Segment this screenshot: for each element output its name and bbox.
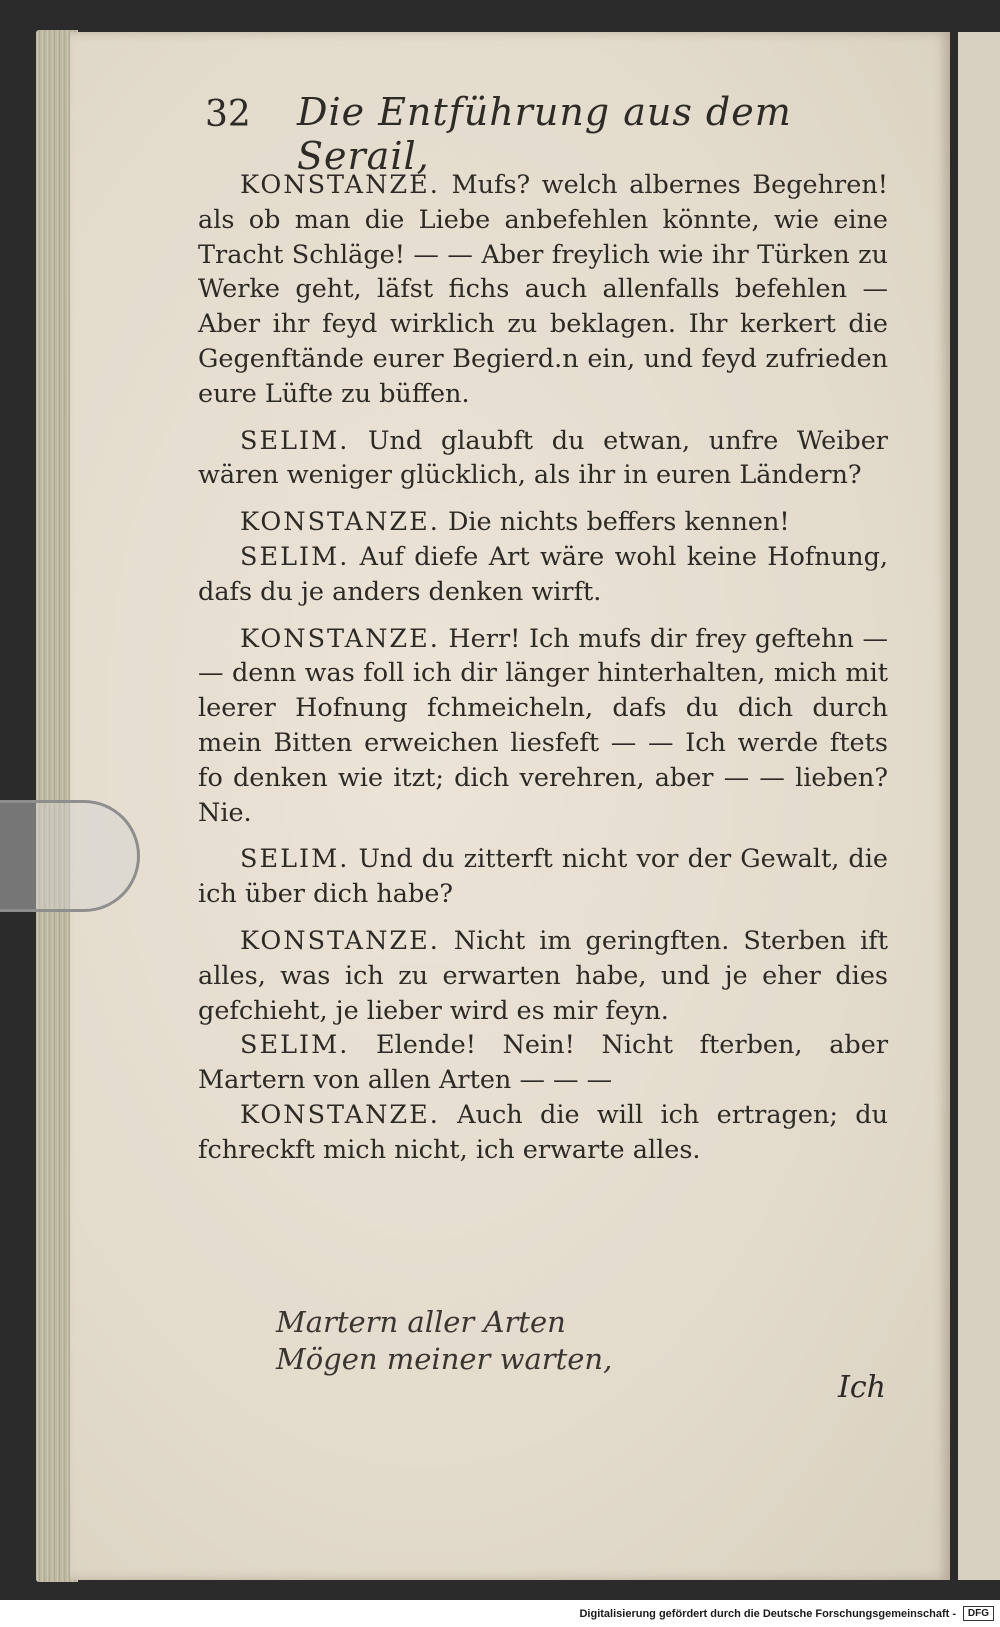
funding-credit: Digitalisierung gefördert durch die Deutsche Forschungsgemeinschaft - <box>579 1608 956 1620</box>
paragraph <box>198 1028 888 1098</box>
speech-text: Die nichts beffers kennen! <box>447 507 790 538</box>
speech-text: Herr! Ich mufs dir frey geftehn — — denn was foll ich dir länger hinterhalten, mich mit leerer Hofnung fchmeicheln, dafs du dich durch mein Bitten erweichen liesfeft — — Ich werde ftets fo denken wie itzt; dich verehren, aber — — lieben? Nie. <box>198 623 889 828</box>
speaker-name: SELIM. <box>240 844 350 875</box>
speaker-name: KONSTANZE. <box>240 925 440 956</box>
speech-text: Auf diefe Art wäre wohl keine Hofnung, dafs du je anders denken wirft. <box>198 541 889 607</box>
paragraph <box>198 424 888 494</box>
page-clip <box>0 800 140 912</box>
paragraph <box>198 540 888 610</box>
running-head <box>205 86 905 178</box>
facing-page-strip <box>958 32 1000 1580</box>
speech-text: Und glaubft du etwan, unfre Weiber wären weniger glücklich, als ihr in euren Ländern? <box>198 425 889 491</box>
speech-text: Und du zitterft nicht vor der Gewalt, die ich über dich habe? <box>198 844 888 910</box>
speaker-name: KONSTANZE. <box>240 1099 440 1130</box>
footer-bar <box>0 1600 1000 1627</box>
dfg-logo: DFG <box>963 1606 994 1621</box>
speech-text: Auch die will ich ertragen; du fchreckft mich nicht, ich erwarte alles. <box>198 1099 889 1165</box>
page-body <box>198 168 888 1168</box>
verse-line: Mögen meiner warten, <box>276 1342 613 1376</box>
speaker-name: KONSTANZE. <box>240 623 440 654</box>
paragraph <box>198 168 888 412</box>
paragraph <box>198 505 888 540</box>
speaker-name: SELIM. <box>240 541 350 572</box>
running-title: Die Entführung aus dem Serail, <box>297 90 792 178</box>
speech-text: Nicht im geringften. Sterben ift alles, was ich zu erwarten habe, und je eher dies gefchieht, je lieber wird es mir feyn. <box>198 925 888 1026</box>
verse-line: Martern aller Arten <box>276 1305 566 1339</box>
speaker-name: KONSTANZE. <box>240 507 440 538</box>
speaker-name: SELIM. <box>240 1030 350 1061</box>
speech-text: Mufs? welch albernes Begehren! als ob man die Liebe anbefehlen könnte, wie eine Tracht Schläge! — — Aber freylich wie ihr Türken zu Werke geht, läfst fichs auch allenfalls befehlen — Aber ihr feyd wirklich zu beklagen. Ihr kerkert die Gegenftände eurer Begierd.n ein, und feyd zufrieden eure Lüfte zu büffen. <box>198 170 888 409</box>
paragraph <box>198 842 888 912</box>
paragraph <box>198 1098 888 1168</box>
speaker-name: SELIM. <box>240 425 350 456</box>
speaker-name: KONSTANZE. <box>240 170 440 200</box>
page-number: 32 <box>205 94 251 135</box>
verse-block <box>276 1304 612 1378</box>
paragraph <box>198 924 888 1028</box>
speech-text: Elende! Nein! Nicht fterben, aber Martern von allen Arten — — — <box>198 1030 889 1096</box>
catchword: Ich <box>838 1370 886 1405</box>
paragraph <box>198 622 888 831</box>
